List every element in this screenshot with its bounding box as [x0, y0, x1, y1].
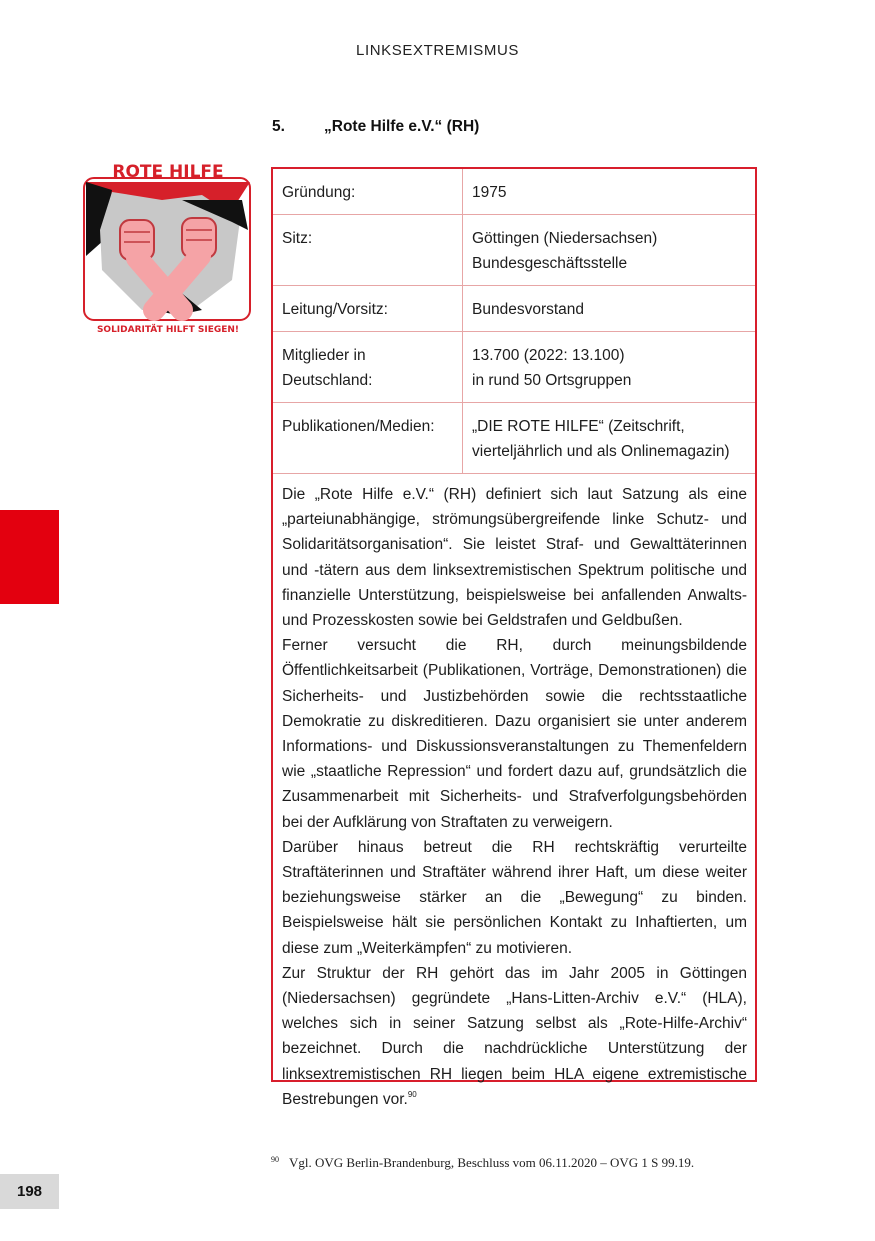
facts-value: „DIE ROTE HILFE“ (Zeitschrift, vierteljährlich und als Onlinemagazin) — [463, 403, 756, 474]
section-number: 5. — [272, 118, 285, 135]
rote-hilfe-logo-graphic — [82, 160, 254, 338]
facts-label: Mitglieder in Deutschland: — [273, 332, 463, 403]
facts-value: 1975 — [463, 169, 756, 215]
section-heading — [272, 118, 479, 136]
running-header: LINKSEXTREMISMUS — [356, 42, 519, 59]
facts-table — [273, 169, 755, 474]
facts-value: 13.700 (2022: 13.100) in rund 50 Ortsgruppen — [463, 332, 756, 403]
footnote — [271, 1155, 771, 1171]
footnote-mark: 90 — [271, 1155, 279, 1164]
facts-row-members — [273, 332, 755, 403]
description-paragraph: Ferner versucht die RH, durch meinungsbildende Öffentlichkeitsarbeit (Publikationen, Vorträge, Demonstrationen) die Sicherheits- und Justizbehörden sowie die rechtsstaatliche Demokratie zu diskreditieren. Dazu organisiert sie unter anderem Informations- und Diskussionsveranstaltungen zu Themenfeldern wie „staatliche Repression“ und fordert dazu auf, grundsätzlich die Zusammenarbeit mit Sicherheits- und Strafverfolgungsbehörden bei der Aufklärung von Straftaten zu verweigern. — [282, 637, 747, 831]
description-paragraph: Die „Rote Hilfe e.V.“ (RH) definiert sich laut Satzung als eine „parteiunabhängige, strömungsübergreifende linke Schutz- und Solidaritätsorganisation“. Sie leistet Straf- und Gewalttäterinnen und -tätern aus dem linksextremistischen Spektrum politische und finanzielle Unterstützung, beispielsweise bei anfallenden Anwalts- und Prozesskosten sowie bei Geldstrafen und Geldbußen. — [282, 486, 747, 630]
footnote-text: Vgl. OVG Berlin-Brandenburg, Beschluss vom 06.11.2020 – OVG 1 S 99.19. — [289, 1155, 695, 1170]
logo-top-text: ROTE HILFE — [112, 162, 224, 182]
section-title: „Rote Hilfe e.V.“ (RH) — [324, 118, 480, 135]
description-paragraph: Zur Struktur der RH gehört das im Jahr 2005 in Göttingen (Niedersachsen) gegründete „Hans-Litten-Archiv e.V.“ (HLA), welches sich in seiner Satzung selbst als „Rote-Hilfe-Archiv“ bezeichnet. Durch die nachdrückliche Unterstützung der linksextremistischen RH liegen beim HLA eigene extremistische Bestrebungen vor.$^{90}$ — [282, 964, 747, 1108]
facts-value: Bundesvorstand — [463, 286, 756, 332]
facts-value: Göttingen (Niedersachsen) Bundesgeschäftsstelle — [463, 215, 756, 286]
facts-row-seat — [273, 215, 755, 286]
fact-box — [271, 167, 757, 1108]
page-number: 198 — [0, 1174, 59, 1209]
logo-bottom-text: SOLIDARITÄT HILFT SIEGEN! — [96, 325, 240, 335]
rote-hilfe-logo — [82, 160, 254, 338]
facts-row-founding — [273, 169, 755, 215]
facts-label: Publikationen/Medien: — [273, 403, 463, 474]
facts-label: Gründung: — [273, 169, 463, 215]
footnote-reference[interactable]: 90 — [407, 1089, 417, 1099]
facts-label: Sitz: — [273, 215, 463, 286]
chapter-side-tab — [0, 510, 59, 604]
facts-row-publications — [273, 403, 755, 474]
description-paragraph: Darüber hinaus betreut die RH rechtskräftig verurteilte Straftäterinnen und Straftäter während ihrer Haft, um diese weiter beziehungsweise stärker an die „Bewegung“ zu binden. Beispielsweise hält sie persönlichen Kontakt zu Inhaftierten, um diese zum „Weiterkämpfen“ zu motivieren. — [282, 838, 747, 957]
facts-label: Leitung/Vorsitz: — [273, 286, 463, 332]
organization-description — [273, 474, 755, 1112]
facts-row-leadership — [273, 286, 755, 332]
